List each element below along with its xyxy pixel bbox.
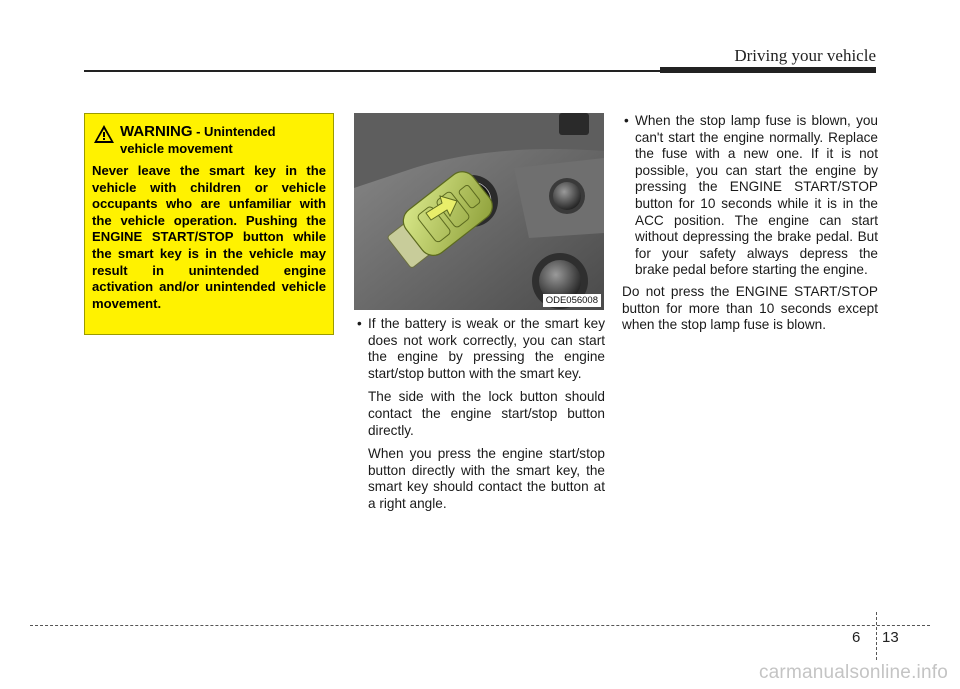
section-title: Driving your vehicle — [734, 46, 876, 65]
fuse-blown-text: When the stop lamp fuse is blown, you can't start the engine normally. Replace the fuse with a new one. If it is not possible, you can start the engine by pressing the ENGINE START/STOP button for 10 seconds while it is in the ACC position. The engine can start without depressing the brake pedal. But for your safety always depress the brake pedal before starting the engine. — [635, 113, 878, 278]
lock-side-text: The side with the lock button should contact the engine start/stop button directly. — [368, 389, 605, 438]
figure-code: ODE056008 — [543, 294, 601, 307]
header-rule-accent — [660, 67, 876, 73]
right-column — [622, 113, 878, 334]
watermark: carmanualsonline.info — [758, 662, 948, 683]
illustration-drawing — [354, 113, 604, 310]
middle-column — [355, 316, 605, 513]
right-angle-text: When you press the engine start/stop button directly with the smart key, the smart key should contact the button at a right angle. — [368, 446, 605, 511]
chapter-number: 6 — [852, 629, 861, 646]
page-number: 13 — [882, 629, 899, 646]
bullet-dot: • — [624, 113, 629, 128]
do-not-press-text: Do not press the ENGINE START/STOP button for more than 10 seconds except when the stop lamp fuse is blown. — [622, 283, 878, 333]
list-item — [622, 113, 878, 279]
warning-heading — [92, 123, 326, 157]
list-item — [355, 316, 605, 382]
header-rule — [84, 70, 684, 72]
bullet-dot: • — [357, 316, 362, 331]
warning-word: WARNING — [120, 123, 193, 140]
warning-subtitle-a: - Unintended — [192, 124, 276, 139]
warning-subtitle-b: vehicle movement — [120, 141, 233, 156]
footer-rule — [30, 625, 930, 626]
page-number-divider — [876, 612, 877, 660]
start-button-illustration — [354, 113, 604, 310]
warning-box — [84, 113, 334, 335]
battery-weak-text: If the battery is weak or the smart key does not work correctly, you can start the engine by pressing the engine start/stop button with the smart key. — [368, 316, 605, 381]
warning-triangle-icon — [93, 124, 115, 144]
warning-body: Never leave the smart key in the vehicle with children or vehicle occupants who are unfamiliar with the vehicle operation. Pushing the ENGINE START/STOP button while the smart key is in the vehicle may result in unintended engine activation and/or unintended vehicle movement. — [92, 163, 326, 311]
